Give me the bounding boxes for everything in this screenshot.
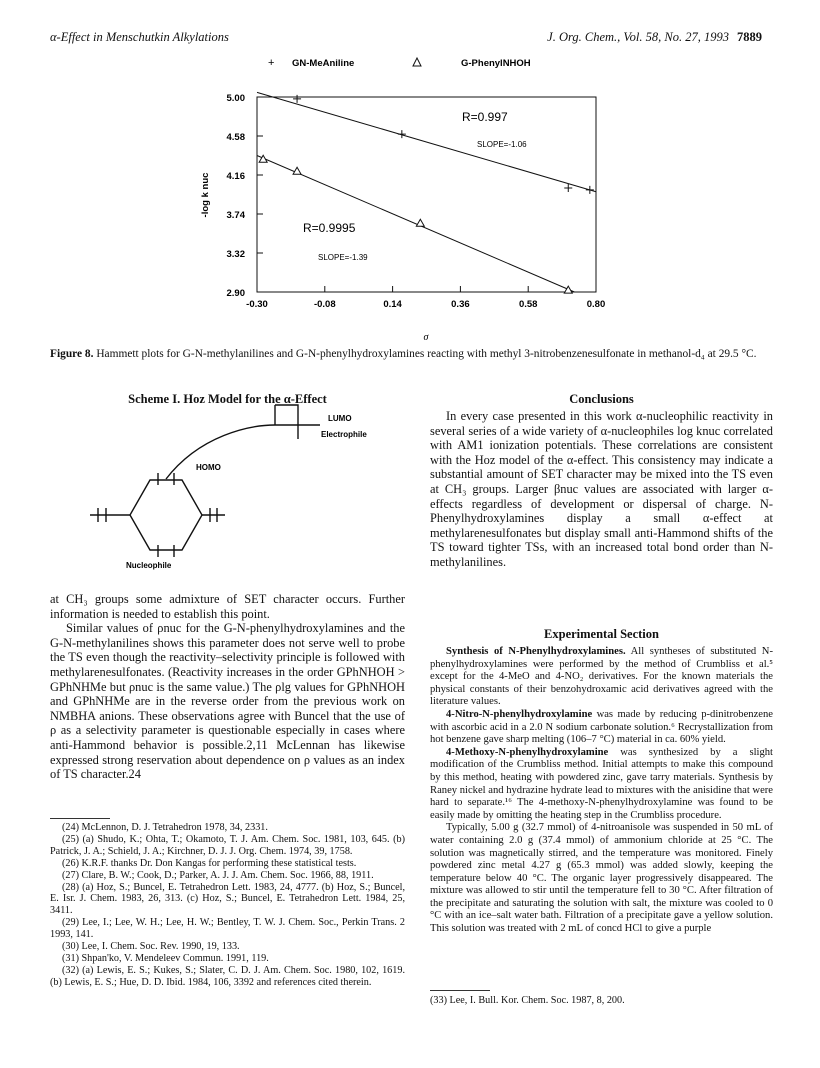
x-tick-label: 0.36 <box>451 299 470 310</box>
reference-item: (32) (a) Lewis, E. S.; Kukes, S.; Slater, C. D. J. Am. Chem. Soc. 1980, 102, 1619. (b) Lewis, E. S.; Hue, D. D. Ibid. 1984, 106, 3392 and references cited therein. <box>50 964 405 988</box>
x-tick-label: -0.30 <box>246 299 268 310</box>
nitro-compound-subheading: 4-Nitro-N-phenylhydroxylamine <box>446 708 593 720</box>
data-point-triangle <box>416 219 424 226</box>
left-column-body <box>50 592 405 782</box>
y-tick-label: 3.74 <box>226 210 245 221</box>
reference-item: (27) Clare, B. W.; Cook, D.; Parker, A. J. J. Am. Chem. Soc. 1966, 88, 1911. <box>62 869 374 881</box>
page-number: 7889 <box>737 30 762 44</box>
reference-item: (28) (a) Hoz, S.; Buncel, E. Tetrahedron Lett. 1983, 24, 4777. (b) Hoz, S.; Buncel, E. Isr. J. Chem. 1983, 26, 313. (c) Hoz, S.; Buncel, E. Tetrahedron Lett. 1984, 25, 3411. <box>50 881 405 917</box>
figure-caption-text: Hammett plots for G-N-methylanilines and G-N-phenylhydroxylamines reacting with methyl 3-nitrobenzenesulfonate in methanol-d₄ at 29.5 °C. <box>96 348 757 360</box>
methoxy-compound-subheading: 4-Methoxy-N-phenylhydroxylamine <box>446 746 609 758</box>
plot-frame <box>257 97 596 292</box>
data-point-triangle <box>564 286 572 293</box>
experimental-paragraph-3 <box>430 747 773 823</box>
running-header-title: α-Effect in Menschutkin Alkylations <box>50 30 229 44</box>
y-tick-label: 3.32 <box>226 249 245 260</box>
legend-marker-triangle <box>413 58 421 66</box>
slope-annotation-series-1: SLOPE=-1.06 <box>477 140 527 149</box>
legend-marker-plus: + <box>268 57 275 69</box>
nucleophile-label: Nucleophile <box>126 561 172 570</box>
scheme-title: Scheme I. Hoz Model for the α-Effect <box>128 392 327 406</box>
data-point-triangle <box>293 167 301 174</box>
x-tick-label: 0.80 <box>586 299 606 310</box>
references-list <box>50 822 405 989</box>
experimental-paragraph-3-text: was synthesized by a slight modification of the Crumbliss method. Initial attempts to make this compound by this method, heating with powdered zinc, gave tarry materials. Synthesis by Raney nickel and hydrazine hydrate lead to mixtures with the anisidine that were hard to separate.¹⁶ The 4-methoxy-N-phenylhydroxylamine was found to be easily made by omitting the heating step in the Crumbliss procedure. <box>430 746 774 821</box>
hammett-plot <box>0 0 820 345</box>
reference-item: (29) Lee, I.; Lee, W. H.; Lee, H. W.; Bentley, T. W. J. Chem. Soc., Perkin Trans. 2 1993, 141. <box>50 917 405 941</box>
homo-label: HOMO <box>196 463 221 472</box>
x-tick-label: 0.14 <box>383 299 402 310</box>
y-tick-label: 4.16 <box>226 171 245 182</box>
reference-item: (24) McLennon, D. J. Tetrahedron 1978, 34, 2331. <box>62 822 268 833</box>
conclusions-body <box>430 409 773 570</box>
synthesis-subheading: Synthesis of N-Phenylhydroxylamines. <box>446 646 626 657</box>
r-annotation-series-2: R=0.9995 <box>303 221 356 235</box>
journal-citation: J. Org. Chem., Vol. 58, No. 27, 1993 <box>547 30 729 44</box>
y-axis-label: -log k nuc <box>200 172 211 218</box>
reference-item: (25) (a) Shudo, K.; Ohta, T.; Okamoto, T. J. Am. Chem. Soc. 1981, 103, 645. (b) Patrick, J. A.; Schield, J. A.; Kirchner, D. J. J. Org. Chem. 1974, 39, 1758. <box>50 833 405 857</box>
electrophile-label: Electrophile <box>321 430 367 439</box>
data-point-plus <box>398 130 406 138</box>
right-footnote: (33) Lee, I. Bull. Kor. Chem. Soc. 1987, 8, 200. <box>430 995 625 1006</box>
r-annotation-series-1: R=0.997 <box>462 110 508 124</box>
slope-annotation-series-2: SLOPE=-1.39 <box>318 253 368 262</box>
lumo-label: LUMO <box>328 414 352 423</box>
reference-item: (31) Shpan'ko, V. Mendeleev Commun. 1991, 119. <box>62 952 269 964</box>
fit-line <box>257 92 596 191</box>
data-point-triangle <box>259 155 267 162</box>
footnote-rule-left <box>50 818 110 819</box>
footnote-rule-right <box>430 990 490 991</box>
experimental-heading: Experimental Section <box>544 627 659 641</box>
experimental-paragraph-2 <box>430 709 773 747</box>
x-tick-label: -0.08 <box>313 299 336 310</box>
experimental-body <box>430 646 773 936</box>
hoz-model-scheme <box>50 395 405 585</box>
y-tick-label: 5.00 <box>226 93 245 104</box>
conclusions-heading: Conclusions <box>569 392 634 406</box>
legend-label-series-2: G-PhenylNHOH <box>461 58 531 69</box>
x-tick-label: 0.58 <box>518 299 538 310</box>
experimental-paragraph-2-text: was made by reducing p-dinitrobenzene with ascorbic acid in a 2.0 N sodium carbonate solution.⁶ Recrystallization from hot benzene gave sharp melting (106–7 °C) material in ca. 60% yield. <box>430 708 773 746</box>
y-tick-label: 2.90 <box>226 288 245 299</box>
figure-caption <box>50 348 772 362</box>
experimental-paragraph-4: Typically, 5.00 g (32.7 mmol) of 4-nitroanisole was suspended in 50 mL of water containing 2.0 g (37.4 mmol) of ammonium chloride at 25 °C. The solution was magnetically stirred, and the temperature was monitored. Finely powdered zinc metal 4.27 g (65.3 mmol) was added slowly, keeping the temperature below 40 °C. The organic layer progressively disappeared. The mixture was allowed to stir until the temperature fell to 30 °C. After filtration of the precipitate and saturating the solution with salt, the mixture was cooled to 0 °C with an ice–salt water bath. Filtration of a precipitate gave a yellow solution. This solution was treated with 2 mL of concd HCl to give a purple <box>430 822 773 935</box>
reference-item: (26) K.R.F. thanks Dr. Don Kangas for performing these statistical tests. <box>62 857 357 869</box>
figure-label: Figure 8. <box>50 348 94 360</box>
reference-item: (30) Lee, I. Chem. Soc. Rev. 1990, 19, 133. <box>62 941 240 953</box>
data-point-plus <box>586 186 594 194</box>
data-point-plus <box>564 184 572 192</box>
experimental-paragraph-1 <box>430 646 773 709</box>
left-paragraph-1: at CH₃ groups some admixture of SET character occurs. Further information is needed to establish this point. <box>50 592 405 621</box>
y-tick-label: 4.58 <box>226 132 245 143</box>
x-axis-label: σ <box>423 332 429 343</box>
conclusions-text: In every case presented in this work α-nucleophilic reactivity in several series of a wide variety of α-nucleophiles log knuc correlated with AM1 ionization potentials. These correlations are consistent with the Hoz model of the α-effect. This consistency may indicate a substantial amount of SET character may be mixed into the TS even at CH₃ groups. Larger βnuc values are associated with larger α-effects regardless of development or dispersal of charge. N-Phenylhydroxylamines display a small α-effect at methylarenesulfonates but display small anti-Hammond shifts of the TS toward tighter TSs, with an increased total bond order than N-methylanilines. <box>430 409 773 569</box>
data-point-plus <box>293 95 301 103</box>
left-paragraph-2: Similar values of ρnuc for the G-N-phenylhydroxylamines and the G-N-methylanilines shows this parameter does not serve well to probe the TS even though the reactivity–selectivity principle is followed with methylarenesulfonates. (Reactivity increases in the order GPhNHOH > GPhNHMe but ρnuc is the same value.) The ρlg values for GPhNHOH and GPhNHMe are in the reverse order from the previous work on NMBHA anions. These observations agree with Buncel that the use of ρ as a selectivity parameter is questionable especially in cases where anti-Hammond behavior is possible.2,11 McLennan has likewise expressed strong reservation about dependence on ρ values as an index of TS character.24 <box>50 621 405 782</box>
legend-label-series-1: GN-MeAniline <box>292 58 355 69</box>
experimental-paragraph-1-text: All syntheses of substituted N-phenylhydroxylamines were performed by the method of Crumbliss et al.⁵ except for the 4-MeO and 4-NO₂ derivatives. For the known materials the physical constants of their benzohydroxamic acid derivatives agreed with the literature values. <box>430 646 773 708</box>
